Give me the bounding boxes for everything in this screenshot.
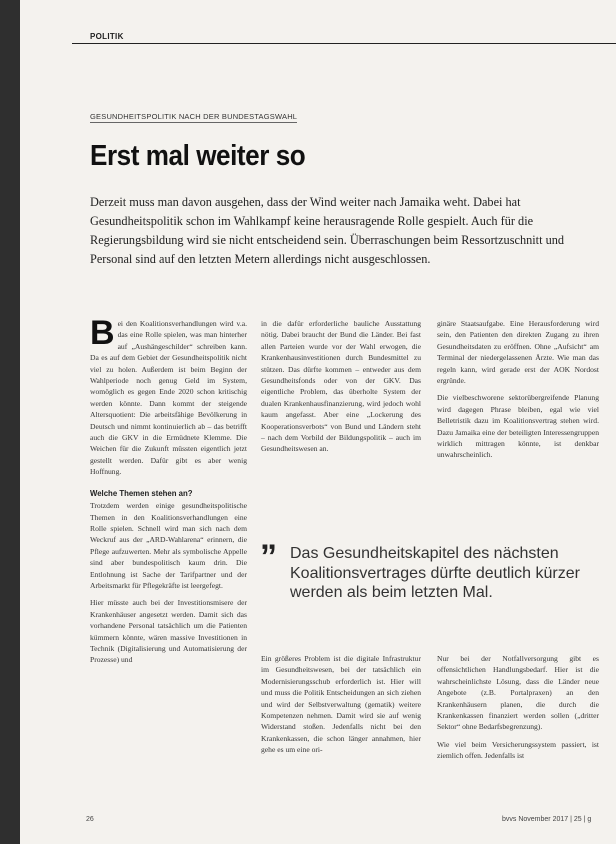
column-1-paragraph-2: Trotzdem werden einige gesundheitspolitische Themen in den Koalitionsverhandlungen eine Rolle spielen. Schnell wird man sich nach dem Weckruf aus der „ARD-Wahlarena“ erinnern, die Pflege aufzuwerten. Mehr als symbolische Appelle sind aber bundespolitisch kaum drin. Die Entlohnung ist Sache der Tarifpartner und der Arbeitsmarkt für Pflegekräfte ist leergefegt. — [90, 501, 247, 590]
footer-info: bvvs November 2017 | 25 | g — [502, 816, 592, 823]
column-2-lower-paragraph-1: Ein größeres Problem ist die digitale Infrastruktur im Gesundheitswesen, bei der tatsächlich ein Modernisierungsschub erforderlich ist. Hier will und muss die Politik Entscheidungen an sich ziehen und wird der Selbstverwaltung (gematik) weitere Kompetenzen nehmen. Damit wird sie auf wenig Widerstand stoßen. Jedenfalls nicht bei den Krankenkassen, die schon länger annahmen, hier gehe es um eine ori- — [261, 654, 421, 755]
column-3-lower-paragraph-1: Nur bei der Notfallversorgung gibt es offensichtlichen Handlungsbedarf. Hier ist die wahrscheinlichste Lösung, dass die Länder neue Angebote (z.B. Portalpraxen) an den Krankenhäusern planen, die durch die Krankenkassen finanziert werden sollen („dritter Sektor“ ohne Bedarfsbegrenzung). — [437, 654, 599, 732]
top-rule — [72, 43, 616, 44]
page-number: 26 — [86, 816, 94, 823]
headline: Erst mal weiter so — [90, 140, 306, 172]
column-1-paragraph-1: ei den Koalitionsverhandlungen wird v.a. das eine Rolle spielen, was man hinterher auf „Aushängeschilder“ schreiben kann. Da es auf dem Gebiet der Gesundheitspolitik nicht viel zu holen. Außerdem ist beim Beginn der Wahlperiode noch genug Geld im System, womöglich es gegen Ende 2020 schon kritischig werden könnte. Dann kommt der steigende Altersquotient: Die arbeitsfähige Bevölkerung in Deutsch und nimmt kontinuierlich ab – das betrifft auch die GKV in die Ermüdnete Klemme. Die Weichen für die Zukunft müssten eigentlich jetzt gestellt werden. Dafür gibt es aber wenig Hoffnung. — [90, 319, 247, 477]
column-2 — [261, 318, 421, 461]
column-3-lower — [437, 653, 599, 768]
pull-quote: Das Gesundheitskapitel des nächsten Koalitionsvertrages dürfte deutlich kürzer werden als beim letzten Mal. — [290, 545, 580, 601]
column-1 — [90, 314, 247, 672]
quote-mark-icon: ” — [260, 538, 277, 576]
kicker: GESUNDHEITSPOLITIK NACH DER BUNDESTAGSWAHL — [90, 112, 298, 121]
column-1-paragraph-3: Hier müsste auch bei der Investitionsmisere der Krankenhäuser angesetzt werden. Damit sich das vorhandene Personal tatsächlich um die Patienten kümmern könnte, wären massive Investitionen in Technik (Digitalisierung und Automatisierung der Prozesse) und — [90, 598, 247, 665]
column-3-paragraph-2: Die vielbeschworene sektorübergreifende Planung wird dagegen Phrase bleiben, egal wie viel Belletristik dazu im Koalitionsvertrag stehen wird. Dazu Jamaika eine der beteiligten Interessengruppen wirklich mittragen könnte, ist denkbar unwahrscheinlich. — [437, 393, 599, 460]
magazine-page — [20, 0, 616, 844]
column-2-paragraph-1: in die dafür erforderliche bauliche Ausstattung nötig. Dabei braucht der Bund die Länder. Bei fast allen Parteien wurde vor der Wahl erwogen, die Krankenhausinvestitionen durch Bundesmittel zu stützen. Das dürfte kommen – entweder aus dem Gesundheitsfonds oder von der GKV. Das eigentliche Problem, das überholte System der dualen Krankenhausfinanzierung, wird jedoch wohl kaum angefasst. Aber eine „Lockerung des Kooperationsverbots“ von Bund und Ländern steht – nach dem Vorbild der Bildungspolitik – auch im Gesundheitswesen an. — [261, 319, 421, 454]
lead-paragraph: Derzeit muss man davon ausgehen, dass der Wind weiter nach Jamaika weht. Dabei hat Gesundheitspolitik schon im Wahlkampf keine herausragende Rolle gespielt. Auch für die Regierungsbildung wird sie nicht entscheidend sein. Überraschungen beim Ressortzuschnitt und Personal sind auf den letzten Metern allerdings nicht ausgeschlossen. — [90, 195, 565, 266]
column-2-lower — [261, 653, 421, 762]
section-label: POLITIK — [90, 32, 124, 41]
column-3-lower-paragraph-2: Wie viel beim Versicherungssystem passiert, ist ziemlich offen. Jedenfalls ist — [437, 739, 599, 761]
column-3 — [437, 318, 599, 467]
column-3-paragraph-1: ginäre Staatsaufgabe. Eine Herausforderung wird sein, den Patienten den direkten Zugang zu ihren Gesundheitsdaten zu eröffnen. Ohne „Aufsicht“ am Terminal der niedergelassenen Ärzte. Wie man das regeln kann, wird gerade erst der AOK Nordost ergründe. — [437, 319, 599, 386]
drop-cap: B — [90, 314, 115, 352]
subheading: Welche Themen stehen an? — [90, 488, 193, 498]
